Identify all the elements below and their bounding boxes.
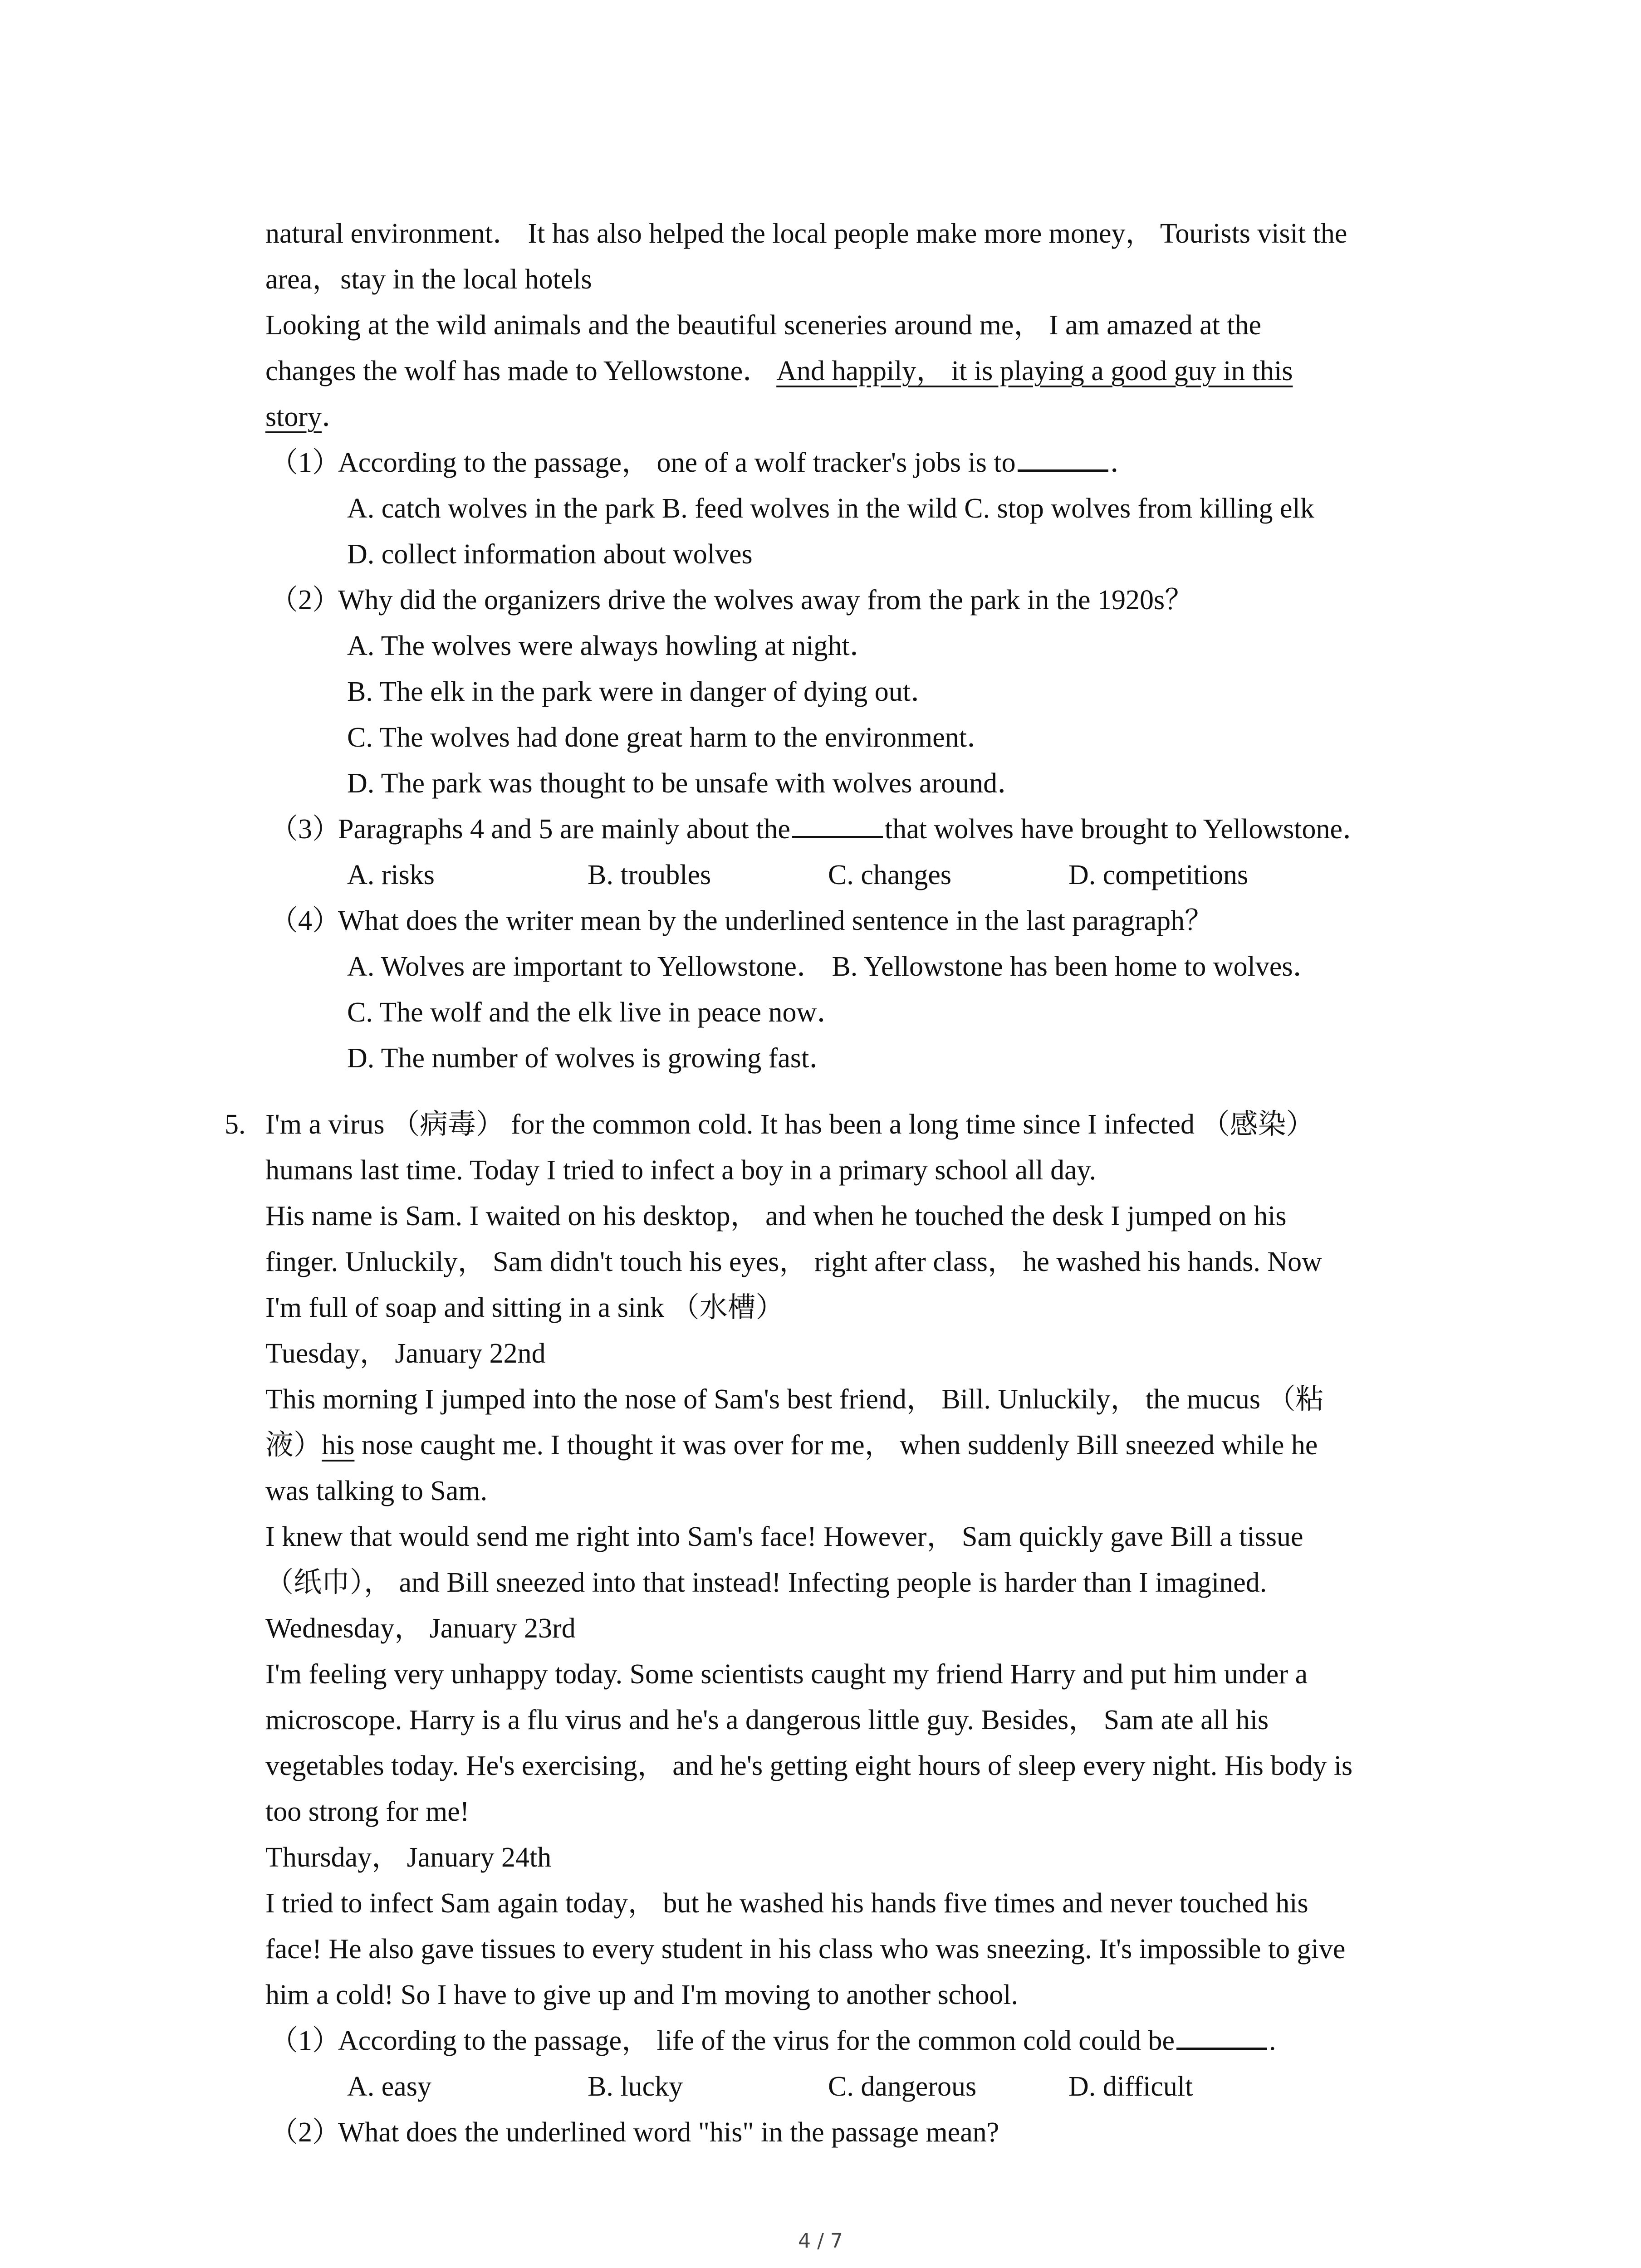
text-span: I'm a virus （病毒） for the common cold. It has been a long time since I infected （感染） xyxy=(265,1109,1314,1140)
question-text: According to the passage， life of the virus for the common cold could be xyxy=(338,2025,1175,2056)
option-b: B. lucky xyxy=(588,2071,683,2102)
text-line xyxy=(265,1422,1459,1468)
question-4-3 xyxy=(265,807,1459,852)
text-line xyxy=(265,348,1459,394)
question-text: What does the underlined word "his" in the passage mean? xyxy=(338,2117,999,2148)
text-line: I knew that would send me right into Sam's face! However， Sam quickly gave Bill a tissue xyxy=(265,1521,1303,1552)
question-number: （3） xyxy=(270,814,341,845)
option-line: B. The elk in the park were in danger of dying out． xyxy=(347,676,939,707)
text-line: I tried to infect Sam again today， but he washed his hands five times and never touched his xyxy=(265,1888,1308,1919)
question-4-2 xyxy=(265,577,1459,623)
text-line: His name is Sam. I waited on his desktop， and when he touched the desk I jumped on his xyxy=(265,1201,1287,1232)
text-span: 液） xyxy=(265,1430,322,1461)
answer-blank xyxy=(792,809,883,838)
option-d: D. competitions xyxy=(1068,860,1249,890)
question-number: （1） xyxy=(270,447,341,478)
option-line: D. The park was thought to be unsafe with wolves around． xyxy=(347,768,1026,799)
question-5-2 xyxy=(265,2110,1459,2156)
question-4-4 xyxy=(265,898,1459,944)
text-line: him a cold! So I have to give up and I'm moving to another school. xyxy=(265,1980,1019,2010)
page-number: 4 / 7 xyxy=(798,2229,843,2253)
text-line: Wednesday， January 23rd xyxy=(265,1613,576,1644)
underlined-word-his: his xyxy=(322,1430,355,1461)
question-text: Why did the organizers drive the wolves away from the park in the 1920s？ xyxy=(338,585,1193,616)
question-number: （1） xyxy=(270,2025,341,2056)
question-text: According to the passage， one of a wolf tracker's jobs is to xyxy=(338,447,1016,478)
text-line: humans last time. Today I tried to infect a boy in a primary school all day. xyxy=(265,1155,1097,1186)
text-line: microscope. Harry is a flu virus and he's a dangerous little guy. Besides， Sam ate all his xyxy=(265,1705,1269,1735)
text-line: face! He also gave tissues to every student in his class who was sneezing. It's impossible to give xyxy=(265,1934,1346,1965)
text-line: Looking at the wild animals and the beautiful sceneries around me， I am amazed at the xyxy=(265,310,1262,341)
question-5-1 xyxy=(265,2018,1459,2064)
option-line: D. collect information about wolves xyxy=(347,539,753,570)
question-text: . xyxy=(1269,2025,1276,2056)
text-span: nose caught me. I thought it was over for me， when suddenly Bill sneezed while he xyxy=(354,1430,1318,1461)
text-span: ． xyxy=(322,401,350,432)
text-line xyxy=(265,394,1459,440)
option-row xyxy=(265,2064,1459,2110)
option-c: C. changes xyxy=(828,860,952,890)
underlined-sentence: And happily， it is playing a good guy in this xyxy=(776,356,1293,386)
option-line: A. Wolves are important to Yellowstone． B. Yellowstone has been home to wolves． xyxy=(347,951,1321,982)
option-line: A. catch wolves in the park B. feed wolves in the wild C. stop wolves from killing elk xyxy=(347,493,1314,524)
option-row xyxy=(265,852,1459,898)
question-5-number: 5. xyxy=(225,1109,246,1140)
question-number: （4） xyxy=(270,905,341,936)
option-line: A. The wolves were always howling at night． xyxy=(347,631,878,661)
text-line: vegetables today. He's exercising， and he's getting eight hours of sleep every night. His body is xyxy=(265,1750,1353,1781)
option-a: A. easy xyxy=(347,2071,431,2102)
question-text: What does the writer mean by the underlined sentence in the last paragraph？ xyxy=(338,905,1213,936)
question-number: （2） xyxy=(270,2117,341,2148)
underlined-sentence-end: story xyxy=(265,401,322,432)
page-content xyxy=(225,211,1459,2156)
text-line xyxy=(225,1102,1459,1148)
text-line: This morning I jumped into the nose of Sam's best friend， Bill. Unluckily， the mucus （粘 xyxy=(265,1384,1324,1415)
option-line: C. The wolf and the elk live in peace now． xyxy=(347,997,845,1028)
text-line: I'm feeling very unhappy today. Some scientists caught my friend Harry and put him under a xyxy=(265,1659,1308,1690)
question-4-1 xyxy=(265,440,1459,486)
answer-blank xyxy=(1018,442,1108,472)
option-line: D. The number of wolves is growing fast． xyxy=(347,1043,838,1074)
option-d: D. difficult xyxy=(1068,2071,1193,2102)
text-line: Tuesday， January 22nd xyxy=(265,1338,546,1369)
text-line: Thursday， January 24th xyxy=(265,1842,552,1873)
question-text: Paragraphs 4 and 5 are mainly about the xyxy=(338,814,790,845)
text-line: finger. Unluckily， Sam didn't touch his eyes， right after class， he washed his hands. Now xyxy=(265,1246,1322,1277)
option-a: A. risks xyxy=(347,860,435,890)
text-line: too strong for me! xyxy=(265,1796,470,1827)
text-line: natural environment． It has also helped the local people make more money， Tourists visit the xyxy=(265,218,1347,249)
answer-blank xyxy=(1176,2020,1267,2050)
question-number: （2） xyxy=(270,585,341,616)
option-c: C. dangerous xyxy=(828,2071,977,2102)
text-span: changes the wolf has made to Yellowstone． xyxy=(265,356,771,386)
question-text: that wolves have brought to Yellowstone． xyxy=(884,814,1371,845)
text-line: was talking to Sam. xyxy=(265,1476,488,1506)
text-line: （纸巾）， and Bill sneezed into that instead! Infecting people is harder than I imagined. xyxy=(265,1567,1267,1598)
option-b: B. troubles xyxy=(588,860,711,890)
option-line: C. The wolves had done great harm to the environment． xyxy=(347,722,995,753)
text-line: I'm full of soap and sitting in a sink （水槽） xyxy=(265,1292,784,1323)
text-line: area，stay in the local hotels xyxy=(265,264,592,295)
question-text: ． xyxy=(1110,447,1138,478)
